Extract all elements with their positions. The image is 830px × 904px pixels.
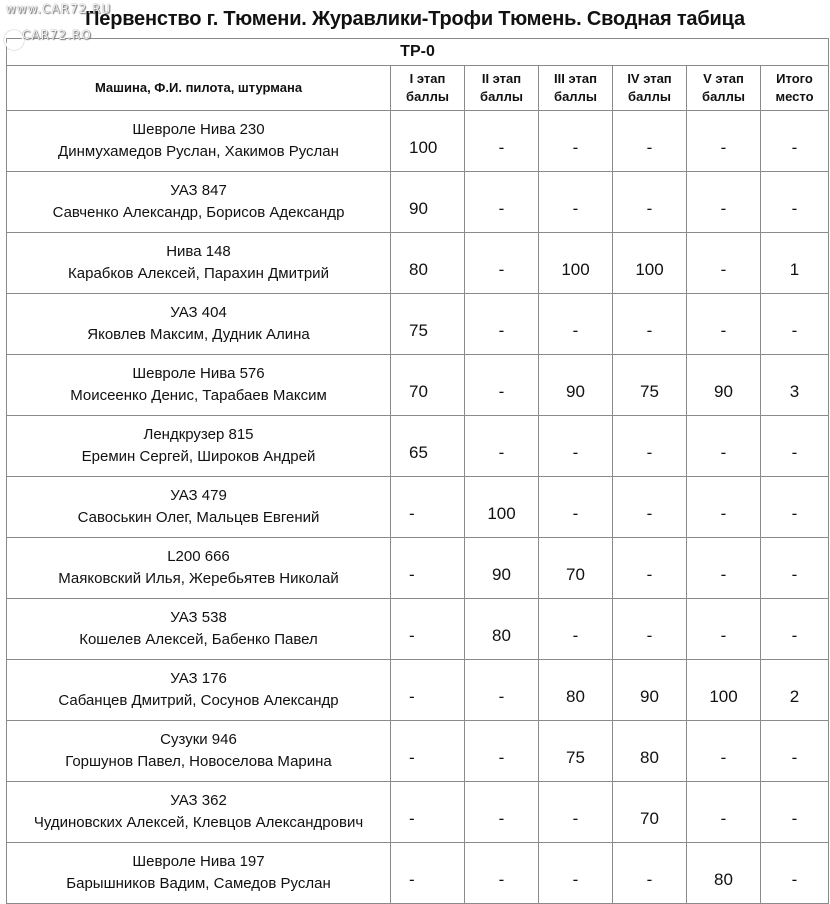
stage-5-score: - [687,416,761,477]
stage-3-score: 70 [539,538,613,599]
stage-2-score: - [465,660,539,721]
table-row [7,721,829,782]
stage-4-score: 80 [613,721,687,782]
table-row [7,599,829,660]
total-place: - [761,782,829,843]
header-stage-4 [613,66,687,111]
stage-5-score: - [687,233,761,294]
stage-2-score: - [465,172,539,233]
car-name: УАЗ 479 [170,487,227,504]
stage-2-score: - [465,355,539,416]
stage-4-score: - [613,416,687,477]
stage-1-score: - [391,782,465,843]
stage-1-score: - [391,660,465,721]
car-crew-cell [7,294,391,355]
car-name: Шевроле Нива 197 [132,853,265,870]
header-stage-5-title: V этап [703,71,744,86]
car-crew-cell [7,721,391,782]
car-crew-cell [7,416,391,477]
stage-1-score: - [391,477,465,538]
stage-2-score: - [465,233,539,294]
standings-table [6,38,829,904]
car-crew-cell [7,660,391,721]
header-total-title: Итого [776,71,813,86]
total-place: - [761,477,829,538]
stage-1-score: - [391,843,465,904]
table-row [7,782,829,843]
crew-names: Горшунов Павел, Новоселова Марина [65,753,332,770]
stage-5-score: 80 [687,843,761,904]
car-crew-cell [7,111,391,172]
table-row [7,355,829,416]
stage-3-score: - [539,599,613,660]
car-name: УАЗ 176 [170,670,227,687]
stage-3-score: - [539,477,613,538]
crew-names: Савоськин Олег, Мальцев Евгений [77,509,320,526]
stage-4-score: 100 [613,233,687,294]
header-stage-2 [465,66,539,111]
car-name: Лендкрузер 815 [143,426,254,443]
header-stage-1-title: I этап [409,71,446,86]
car-name: L200 666 [167,548,230,565]
header-stage-3-title: III этап [554,71,597,86]
stage-1-score: 70 [391,355,465,416]
class-label: ТР-0 [7,39,829,66]
stage-3-score: - [539,416,613,477]
table-row [7,172,829,233]
total-place: - [761,538,829,599]
standings-body [7,111,829,904]
stage-3-score: 80 [539,660,613,721]
table-row [7,660,829,721]
car-name: Сузуки 946 [160,731,237,748]
stage-1-score: 75 [391,294,465,355]
stage-4-score: - [613,538,687,599]
stage-2-score: - [465,782,539,843]
crew-names: Еремин Сергей, Широков Андрей [81,448,316,465]
total-place: 2 [761,660,829,721]
total-place: - [761,721,829,782]
stage-2-score: - [465,721,539,782]
watermark-text-top: www.CAR72.RU [6,2,112,16]
stage-5-score: - [687,721,761,782]
stage-2-score: 100 [465,477,539,538]
header-stage-3 [539,66,613,111]
stage-3-score: - [539,843,613,904]
stage-2-score: 90 [465,538,539,599]
total-place: 1 [761,233,829,294]
header-stage-2-unit: баллы [480,89,523,104]
header-stage-5 [687,66,761,111]
stage-5-score: - [687,599,761,660]
crew-names: Кошелев Алексей, Бабенко Павел [79,631,318,648]
header-stage-2-title: II этап [481,71,522,86]
crew-names: Савченко Александр, Борисов Адександр [52,204,345,221]
stage-1-score: - [391,721,465,782]
crew-names: Яковлев Максим, Дудник Алина [87,326,310,343]
total-place: - [761,294,829,355]
header-total [761,66,829,111]
stage-4-score: 70 [613,782,687,843]
table-row [7,538,829,599]
stage-3-score: - [539,172,613,233]
stage-4-score: - [613,111,687,172]
stage-1-score: 80 [391,233,465,294]
stage-4-score: - [613,599,687,660]
table-row [7,416,829,477]
car-name: Нива 148 [166,243,231,260]
crew-names: Чудиновских Алексей, Клевцов Александрович [33,814,364,831]
car-crew-cell [7,233,391,294]
stage-4-score: - [613,294,687,355]
header-stage-1-unit: баллы [406,89,449,104]
stage-5-score: - [687,294,761,355]
class-row [7,39,829,66]
car-crew-cell [7,843,391,904]
total-place: - [761,599,829,660]
stage-3-score: - [539,294,613,355]
watermark-text-bottom: CAR72.RO [22,28,92,42]
crew-names: Барышников Вадим, Самедов Руслан [66,875,331,892]
header-stage-4-title: IV этап [627,71,672,86]
table-row [7,111,829,172]
stage-4-score: 90 [613,660,687,721]
car-name: УАЗ 847 [170,182,227,199]
table-row [7,294,829,355]
total-place: - [761,172,829,233]
total-place: - [761,111,829,172]
car-crew-cell [7,172,391,233]
stage-2-score: 80 [465,599,539,660]
header-stage-1 [391,66,465,111]
car-crew-cell [7,782,391,843]
car-crew-cell [7,355,391,416]
car-name: УАЗ 362 [170,792,227,809]
header-car: Машина, Ф.И. пилота, штурмана [7,66,391,111]
stage-4-score: - [613,477,687,538]
stage-3-score: - [539,111,613,172]
crew-names: Карабков Алексей, Парахин Дмитрий [68,265,329,282]
stage-1-score: 90 [391,172,465,233]
table-row [7,477,829,538]
header-row [7,66,829,111]
stage-2-score: - [465,294,539,355]
header-stage-4-unit: баллы [628,89,671,104]
car-crew-cell [7,538,391,599]
total-place: 3 [761,355,829,416]
crew-names: Моисеенко Денис, Тарабаев Максим [70,387,327,404]
stage-1-score: - [391,599,465,660]
stage-2-score: - [465,111,539,172]
stage-4-score: - [613,843,687,904]
stage-1-score: 65 [391,416,465,477]
table-row [7,843,829,904]
header-stage-3-unit: баллы [554,89,597,104]
crew-names: Динмухамедов Руслан, Хакимов Руслан [58,143,339,160]
stage-3-score: 100 [539,233,613,294]
crew-names: Маяковский Илья, Жеребьятев Николай [58,570,339,587]
stage-4-score: 75 [613,355,687,416]
stage-5-score: - [687,477,761,538]
stage-5-score: - [687,538,761,599]
watermark-logo-icon [4,30,24,50]
stage-5-score: 90 [687,355,761,416]
crew-names: Сабанцев Дмитрий, Сосунов Александр [58,692,339,709]
table-row [7,233,829,294]
header-stage-5-unit: баллы [702,89,745,104]
total-place: - [761,416,829,477]
stage-3-score: 90 [539,355,613,416]
page-title: Первенство г. Тюмени. Журавлики-Трофи Тюмень. Сводная табица [85,8,745,30]
stage-1-score: 100 [391,111,465,172]
car-crew-cell [7,599,391,660]
stage-3-score: - [539,782,613,843]
stage-4-score: - [613,172,687,233]
car-name: УАЗ 404 [170,304,227,321]
stage-5-score: 100 [687,660,761,721]
stage-5-score: - [687,111,761,172]
stage-3-score: 75 [539,721,613,782]
stage-5-score: - [687,782,761,843]
stage-5-score: - [687,172,761,233]
car-crew-cell [7,477,391,538]
stage-2-score: - [465,416,539,477]
stage-1-score: - [391,538,465,599]
car-name: Шевроле Нива 576 [132,365,265,382]
stage-2-score: - [465,843,539,904]
total-place: - [761,843,829,904]
header-total-unit: место [775,89,814,104]
car-name: Шевроле Нива 230 [132,121,265,138]
car-name: УАЗ 538 [170,609,227,626]
